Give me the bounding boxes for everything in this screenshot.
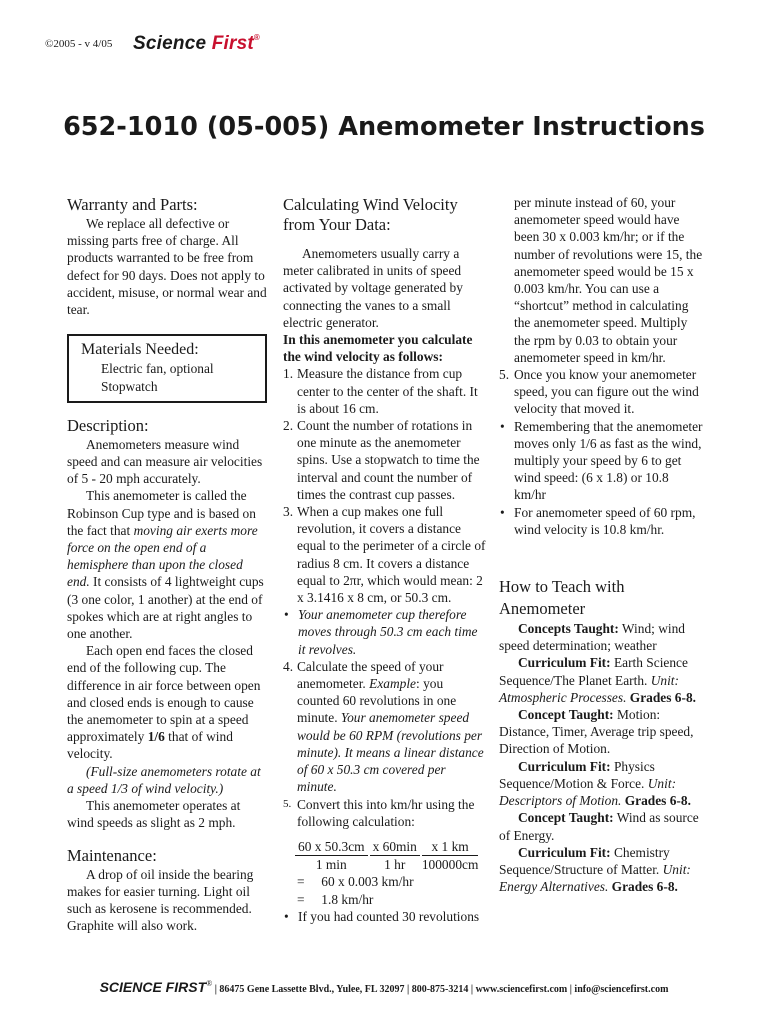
bold-span: Curriculum Fit:	[518, 758, 611, 774]
brand-logo-part2: First	[211, 33, 254, 54]
step-number: 3.	[283, 504, 294, 520]
materials-heading: Materials Needed:	[81, 341, 199, 359]
text-span: It consists of 4 lightweight cups (3 one color, 1 another) at the end of spokes which are at right angles to one another.	[67, 574, 264, 642]
calc-intro: Anemometers usually carry a meter calibrated in units of speed activated by voltage generated by connecting the vanes to a small electric generator.	[283, 246, 463, 330]
teach-item	[499, 844, 704, 896]
calc-line: = 1.8 km/hr	[297, 891, 374, 907]
step-number: 5.	[283, 797, 292, 810]
warranty-text: We replace all defective or missing parts free of charge. All products warranted to be free from defect for 90 days. Does not apply to accident, misuse, or normal wear and tear.	[67, 216, 267, 318]
description-paragraph: Anemometers measure wind speed and can measure air velocities of 5 - 20 mph accurately.	[67, 436, 263, 487]
fraction	[370, 838, 420, 873]
copyright-version: ©2005 - v 4/05	[45, 38, 113, 50]
column-left	[67, 195, 267, 934]
text-span: Chemistry Sequence/Structure of Matter.	[499, 844, 670, 877]
step-item	[283, 796, 487, 830]
description-heading: Description:	[67, 415, 149, 435]
step-number: 1.	[283, 366, 294, 382]
calc-heading: Calculating Wind Velocity from Your Data:	[283, 195, 458, 234]
step-text: Convert this into km/hr using the following calculation:	[297, 796, 475, 829]
bold-span: Curriculum Fit:	[518, 844, 611, 860]
brand-logo	[133, 33, 260, 55]
step-item	[283, 658, 487, 796]
step-text: Calculate the speed of your anemometer.	[297, 658, 444, 692]
fraction	[295, 838, 368, 873]
bold-span: Concepts Taught:	[518, 621, 619, 637]
bold-span: Grades 6-8.	[608, 879, 678, 895]
fraction-denominator: 100000cm	[421, 857, 479, 873]
italic-span: moving air exerts more force on the open end of a hemisphere than upon the closed end.	[67, 522, 258, 590]
page-title: 652-1010 (05-005) Anemometer Instructions	[63, 112, 705, 142]
fraction-numerator: 60 x 50.3cm	[295, 838, 368, 856]
column-right	[499, 194, 704, 895]
text-span: Physics Sequence/Motion & Force.	[499, 758, 655, 791]
step-text: Measure the distance from cup center to the center of the shaft. It is about 16 cm.	[297, 366, 478, 416]
text-span: that of wind velocity.	[67, 729, 233, 762]
teach-item	[499, 758, 704, 810]
column-middle	[283, 195, 487, 925]
text-span: This anemometer is called the Robinson Cup type and is based on the fact that	[67, 488, 256, 538]
step-text: : you counted 60 revolutions in one minute.	[297, 676, 457, 726]
bullet-item: • Remembering that the anemometer moves only 1/6 as fast as the wind, multiply your speed by 6 to get wind speed: (6 x 1.8) or 10.8 km/hr	[499, 418, 704, 504]
italic-span: Your anemometer speed would be 60 RPM (revolutions per minute). It means a linear distance of 60 x 50.3 cm covered per minute.	[297, 710, 484, 795]
step-text: When a cup makes one full revolution, it covers a distance equal to the perimeter of a circle of radius 8 cm. It covers a distance equal to 2πr, which would mean: 2 x 3.1416 x 8 cm, or 50.3 cm.	[297, 504, 486, 606]
step-item	[499, 366, 704, 418]
bold-span: Grades 6-8.	[621, 793, 691, 809]
materials-item: Electric fan, optional	[101, 361, 214, 377]
teach-item	[499, 654, 704, 706]
bold-span: In this anemometer you calculate the wind velocity as follows:	[283, 332, 473, 365]
description-paragraph	[67, 642, 267, 762]
calc-line: = 60 x 0.003 km/hr	[297, 874, 414, 890]
warranty-heading: Warranty and Parts:	[67, 195, 198, 214]
italic-span: Example	[369, 676, 416, 692]
materials-box	[67, 334, 267, 403]
step-item	[283, 503, 487, 606]
materials-item: Stopwatch	[101, 378, 158, 394]
bold-span: 1/6	[147, 729, 165, 745]
bold-span: Curriculum Fit:	[518, 655, 611, 671]
bold-span: Grades 6-8.	[626, 689, 696, 705]
calc-fraction-row	[295, 838, 487, 873]
step-text: Count the number of rotations in one minute as the anemometer spins. Use a stopwatch to time the interval and count the number of times the contrast cup passes.	[297, 418, 480, 502]
fraction	[422, 838, 479, 873]
step-number: 2.	[283, 418, 294, 434]
bold-span: Concept Taught:	[518, 810, 614, 826]
step-text: Once you know your anemometer speed, you can figure out the wind velocity that moved it.	[514, 367, 699, 417]
maintenance-text: A drop of oil inside the bearing makes for easier turning. Light oil such as kerosene is recommended. Graphite will also work.	[67, 866, 254, 934]
bullet-item: • If you had counted 30 revolutions	[283, 908, 487, 925]
description-paragraph: This anemometer operates at wind speeds as slight as 2 mph.	[67, 798, 241, 831]
step-item	[283, 365, 487, 417]
teach-heading: How to Teach with Anemometer	[499, 577, 625, 619]
fraction-denominator: 1 hr	[384, 857, 406, 873]
footer-contact: | 86475 Gene Lassette Blvd., Yulee, FL 32097 | 800-875-3214 | www.sciencefirst.com | info@sciencefirst.com	[212, 984, 669, 995]
text-span: Wind as source of Energy.	[499, 810, 699, 843]
calc-bold-lead	[283, 331, 487, 365]
step-number: 5.	[499, 367, 510, 383]
bullet-item: • For anemometer speed of 60 rpm, wind velocity is 10.8 km/hr.	[499, 504, 704, 538]
step-number: 4.	[283, 658, 294, 674]
brand-reg-mark: ®	[253, 33, 261, 42]
fraction-numerator: x 1 km	[422, 838, 479, 856]
description-paragraph	[67, 487, 267, 642]
fraction-numerator: x 60min	[370, 838, 420, 856]
text-span: Earth Science Sequence/The Planet Earth.	[499, 655, 688, 688]
italic-span: Unit: Energy Alternatives.	[499, 861, 691, 895]
text-span: Motion: Distance, Timer, Average trip speed, Direction of Motion.	[499, 707, 694, 757]
italic-span: Unit: Descriptors of Motion.	[499, 775, 677, 809]
italic-span: (Full-size anemometers rotate at a speed 1/3 of wind velocity.)	[67, 763, 261, 796]
text-span: Each open end faces the closed end of the following cup. The difference in air force between open and closed ends is enough to cause the anemometer to spin at a speed approximately	[67, 643, 261, 745]
bullet-item	[283, 606, 487, 658]
italic-span: Your anemometer cup therefore moves through 50.3 cm each time it revolves.	[298, 607, 478, 657]
text-span: Wind; wind speed determination; weather	[499, 621, 685, 654]
teach-item	[499, 620, 704, 654]
description-note	[67, 763, 267, 797]
teach-item	[499, 706, 704, 758]
footer	[0, 979, 768, 997]
footer-brand: SCIENCE FIRST	[99, 979, 207, 995]
calc-continued: per minute instead of 60, your anemometer speed would have been 30 x 0.003 km/hr; or if the number of revolutions were 15, the anemometer speed would be 15 x 0.003 km/hr. You can use a “shortcut” method in calculating the anemometer speed. Multiply the rpm by 0.03 to obtain your anemometer speed in km/hr.	[514, 195, 703, 365]
maintenance-heading: Maintenance:	[67, 845, 157, 865]
teach-item	[499, 809, 704, 843]
bold-span: Concept Taught:	[518, 707, 614, 723]
step-item	[283, 417, 487, 503]
italic-span: Unit: Atmospheric Processes.	[499, 672, 679, 705]
fraction-denominator: 1 min	[315, 857, 347, 873]
footer-reg-mark: ®	[206, 979, 213, 988]
brand-logo-part1: Science	[133, 33, 212, 54]
